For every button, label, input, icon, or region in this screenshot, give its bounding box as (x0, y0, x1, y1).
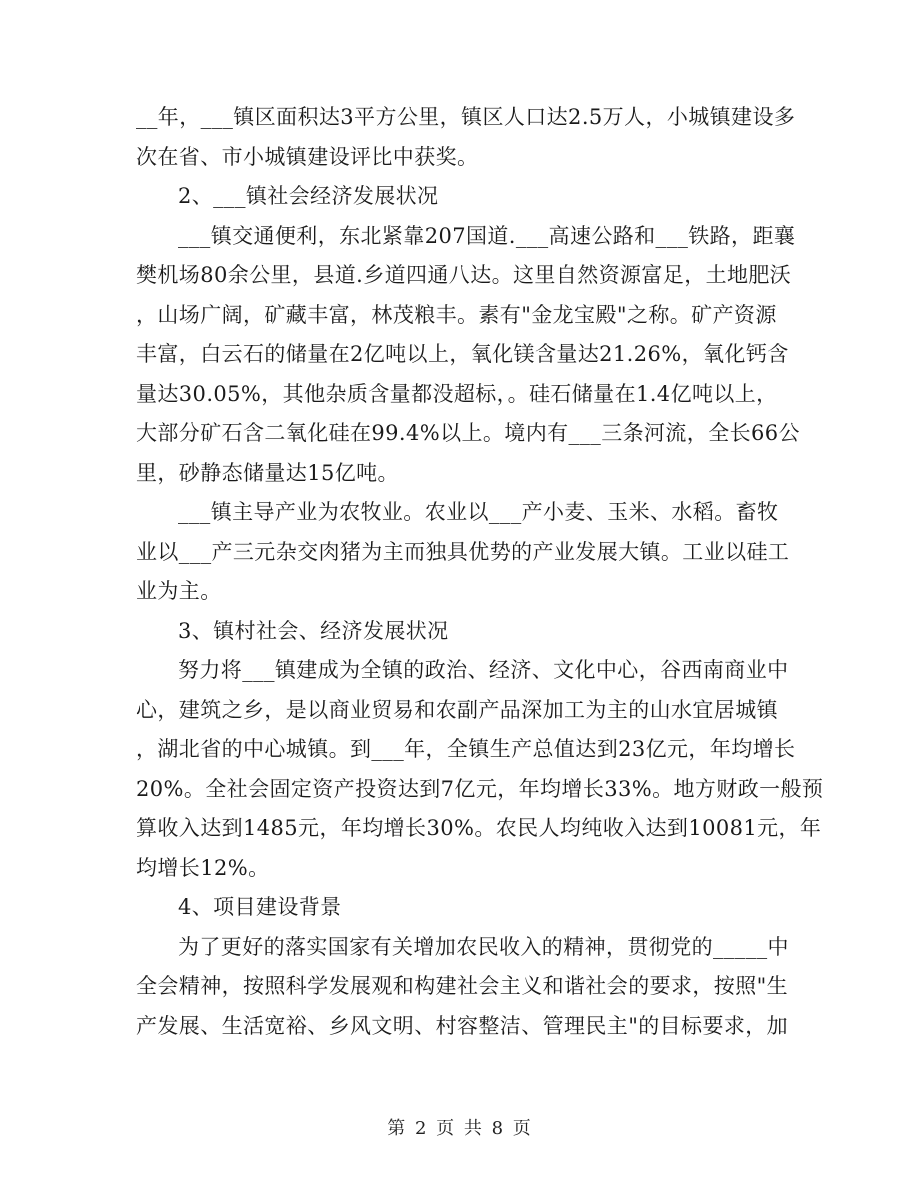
document-body (136, 98, 824, 1046)
text-line: 均增长12%。 (136, 855, 270, 880)
text-line: 业以___产三元杂交肉猪为主而独具优势的产业发展大镇。工业以硅工 (136, 539, 790, 564)
section-heading-village (136, 612, 786, 652)
text-line: ，湖北省的中心城镇。到___年，全镇生产总值达到23亿元，年均增长 (136, 737, 796, 761)
text-line: 次在省、市小城镇建设评比中获奖。 (136, 144, 479, 169)
text-line: 大部分矿石含二氧化硅在99.4%以上。境内有___三条河流，全长66公 (136, 421, 800, 445)
text-line: ，山场广阔，矿藏丰富，林茂粮丰。素有"金龙宝殿"之称。矿产资源 (136, 302, 777, 327)
text-line: 樊机场80余公里，县道.乡道四通八达。这里自然资源富足，土地肥沃 (136, 263, 792, 287)
text-line: ___镇交通便利，东北紧靠207国道.___高速公路和___铁路，距襄 (178, 223, 796, 248)
text-line: 为了更好的落实国家有关增加农民收入的精神，贯彻党的_____中 (178, 934, 789, 959)
text-line: 3、镇村社会、经济发展状况 (178, 618, 449, 643)
text-line: 产发展、生活宽裕、乡风文明、村容整洁、管理民主"的目标要求，加 (136, 1013, 789, 1038)
text-line: 努力将___镇建成为全镇的政治、经济、文化中心，谷西南商业中 (178, 658, 789, 682)
section-heading-economy (136, 177, 786, 217)
text-line: 心，建筑之乡，是以商业贸易和农副产品深加工为主的山水宜居城镇 (136, 697, 778, 722)
text-line: 量达30.05%，其他杂质含量都没超标，。硅石储量在1.4亿吨以上， (136, 381, 778, 406)
page-number-footer: 第 2 页 共 8 页 (387, 1118, 533, 1139)
text-line: 业为主。 (136, 579, 222, 603)
text-line: 算收入达到1485元，年均增长30%。农民人均纯收入达到10081元，年 (136, 816, 822, 840)
paragraph-development-goals (136, 651, 824, 888)
text-line: 全会精神，按照科学发展观和构建社会主义和谐社会的要求，按照"生 (136, 974, 789, 998)
text-line: 丰富，白云石的储量在2亿吨以上，氧化镁含量达21.26%，氧化钙含 (136, 342, 789, 366)
text-line: 4、项目建设背景 (178, 895, 342, 919)
text-line: ___镇主导产业为农牧业。农业以___产小麦、玉米、水稻。畜牧 (178, 500, 779, 524)
text-line: 20%。全社会固定资产投资达到7亿元，年均增长33%。地方财政一般预 (136, 776, 824, 801)
text-line: __年，___镇区面积达3平方公里，镇区人口达2.5万人，小城镇建设多 (136, 105, 796, 129)
section-heading-background (136, 888, 786, 928)
paragraph-industry (136, 493, 790, 612)
paragraph-project-background (136, 928, 789, 1047)
paragraph-transport-resources (136, 217, 800, 494)
paragraph-town-area (136, 98, 796, 177)
text-line: 里，砂静态储量达15亿吨。 (136, 460, 399, 485)
text-line: 2、___镇社会经济发展状况 (178, 184, 439, 208)
